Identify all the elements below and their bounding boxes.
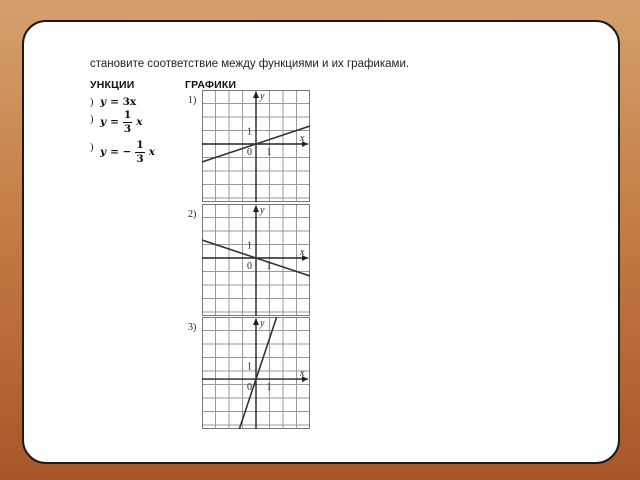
formula-eq: = — [110, 116, 119, 128]
y-axis-arrow — [253, 205, 259, 212]
formula-lhs: y — [100, 116, 107, 128]
task-instruction: становите соответствие между функциями и их графиками. — [90, 58, 410, 70]
y-axis-label: y — [260, 205, 265, 216]
origin-label: 0 — [247, 147, 252, 158]
x-axis-label: x — [300, 133, 305, 144]
unit-y-label: 1 — [247, 361, 252, 373]
y-axis-label: y — [260, 91, 265, 102]
slide-card — [22, 20, 620, 464]
functions-header: УНКЦИИ — [90, 79, 135, 91]
y-axis-arrow — [253, 318, 259, 325]
graph-label-3: 3) — [188, 322, 197, 333]
formula-eq: = − — [110, 146, 132, 158]
formula-var: x — [136, 116, 143, 128]
fraction-numerator: 1 — [123, 109, 132, 121]
unit-x-label: 1 — [266, 261, 272, 272]
formula-lhs: y — [100, 96, 107, 108]
function-formula-1 — [100, 96, 136, 108]
function-line — [239, 317, 276, 429]
graph-label-1: 1) — [188, 95, 197, 106]
origin-label: 0 — [247, 382, 252, 394]
unit-x-label: 1 — [266, 382, 272, 394]
graph-label-2: 2) — [188, 209, 197, 220]
fraction — [135, 140, 144, 164]
fraction-denominator: 3 — [136, 152, 144, 165]
function-formula-2 — [100, 110, 143, 134]
function-formula-3 — [100, 140, 155, 164]
unit-y-label: 1 — [247, 126, 252, 138]
coordinate-grid — [202, 317, 310, 429]
formula-var: x — [148, 146, 155, 158]
formula-lhs: y — [100, 146, 107, 158]
unit-y-label: 1 — [247, 240, 252, 252]
graphs-header: ГРАФИКИ — [185, 79, 237, 91]
graph-1 — [202, 90, 310, 202]
x-axis-label: x — [300, 247, 305, 258]
fraction — [123, 110, 132, 134]
unit-x-label: 1 — [266, 147, 272, 158]
function-marker: ) — [90, 97, 94, 108]
function-marker: ) — [90, 142, 94, 153]
graph-3 — [202, 317, 310, 429]
y-axis-arrow — [253, 91, 259, 98]
formula-rhs: = 3x — [110, 96, 137, 108]
y-axis-label: y — [260, 318, 265, 329]
origin-label: 0 — [247, 261, 252, 272]
x-axis-label: x — [300, 368, 305, 380]
function-marker: ) — [90, 114, 94, 125]
graph-2 — [202, 204, 310, 316]
fraction-numerator: 1 — [136, 139, 144, 151]
fraction-denominator: 3 — [123, 122, 132, 135]
coordinate-grid — [202, 90, 310, 202]
coordinate-grid — [202, 204, 310, 316]
